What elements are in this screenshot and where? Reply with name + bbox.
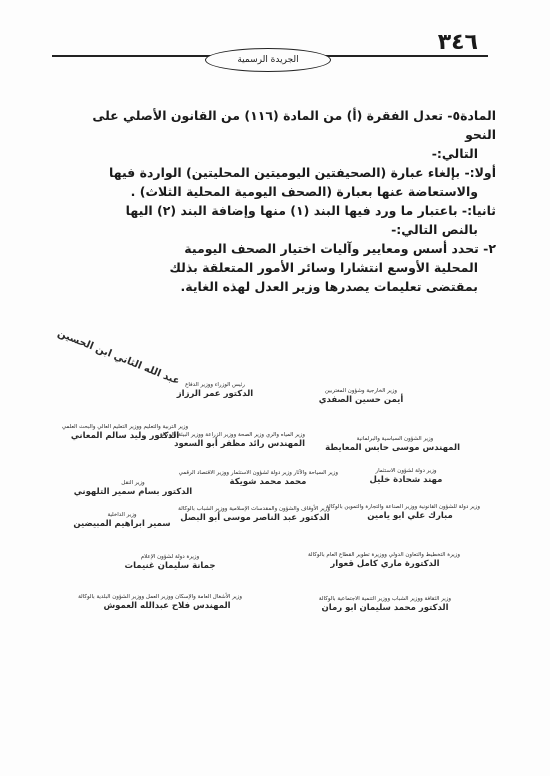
article-line: بمقتضى تعليمات يصدرها وزير العدل لهذه الغاية. [180, 279, 478, 294]
signatory: وزير الخارجية وشؤون المغتربين أيمن حسين الصفدي [318, 388, 404, 405]
signatory: وزير الأوقاف والشؤون والمقدسات الإسلامية ووزير الشباب بالوكالة الدكتور عبد الناصر موسى أبو البصل [178, 506, 330, 523]
article-line: المحلية الأوسع انتشارا وسائر الأمور المتعلقة بذلك [169, 260, 478, 275]
article-line: والاستعاضة عنها بعبارة (الصحف اليومية المحلية الثلاث) . [130, 184, 478, 199]
signatory: وزير المياه والري وزير الصحة ووزير الزراعة ووزير البيئة بالوكالة المهندس رائد مظفر أبو السعود [159, 432, 305, 449]
signatory: وزير الثقافة ووزير الشباب ووزير التنمية الاجتماعية بالوكالة الدكتور محمد سليمان ابو رمان [318, 596, 452, 613]
article-line: التالي:- [431, 146, 478, 161]
signatory: وزير الداخلية سمير ابراهيم المبيضين [73, 512, 171, 529]
signatory: وزيرة التخطيط والتعاون الدولي ووزيرة تطوير القطاع العام بالوكالة الدكتورة ماري كامل قعوار [307, 552, 460, 569]
article-line: ثانيا:- باعتبار ما ورد فيها البند (١) منها وإضافة البند (٢) اليها [125, 203, 496, 218]
article-line: المادة٥- تعدل الفقرة (أ) من المادة (١١٦) من القانون الأصلي على النحو [92, 108, 496, 142]
article-line: ٢- تحدد أسس ومعايير وآليات اختيار الصحف اليومية [184, 241, 496, 256]
signatory: رئيس الوزراء ووزير الدفاع الدكتور عمر الرزاز [176, 382, 254, 399]
gazette-badge: الجريدة الرسمية [205, 48, 331, 72]
signatory: وزير دولة لشؤون الاستثمار مهند شحادة خليل [369, 468, 443, 485]
article-line: أولا:- بإلغاء عبارة (الصحيفتين اليوميتين المحليتين) الواردة فيها [109, 165, 496, 180]
signatory: وزير التربية والتعليم ووزير التعليم العالي والبحث العلمي الدكتور وليد سالم المعاني [61, 424, 189, 441]
signatory: وزير السياحة والآثار وزير دولة لشؤون الاستثمار ووزير الاقتصاد الرقمي محمد محمد شويكة [178, 470, 338, 487]
signatory: وزيرة دولة لشؤون الإعلام جمانة سليمان غنيمات [124, 554, 216, 571]
article-line: بالنص التالي:- [391, 222, 478, 237]
signatory: وزير الشؤون السياسية والبرلمانية المهندس موسى حابس المعايطة [325, 436, 460, 453]
page-number: ٣٤٦ [437, 30, 478, 55]
signatory: وزير الأشغال العامة والإسكان ووزير العمل ووزير الشؤون البلدية بالوكالة المهندس فلاح عبدالله العموش [78, 594, 242, 611]
signatory: وزير النقل الدكتور بسام سمير التلهوني [73, 480, 193, 497]
signatory: وزير دولة للشؤون القانونية ووزير الصناعة والتجارة والتموين بالوكالة مبارك علي ابو يامين [326, 504, 480, 521]
king-signature: عبد الله الثاني ابن الحسين [55, 328, 182, 388]
